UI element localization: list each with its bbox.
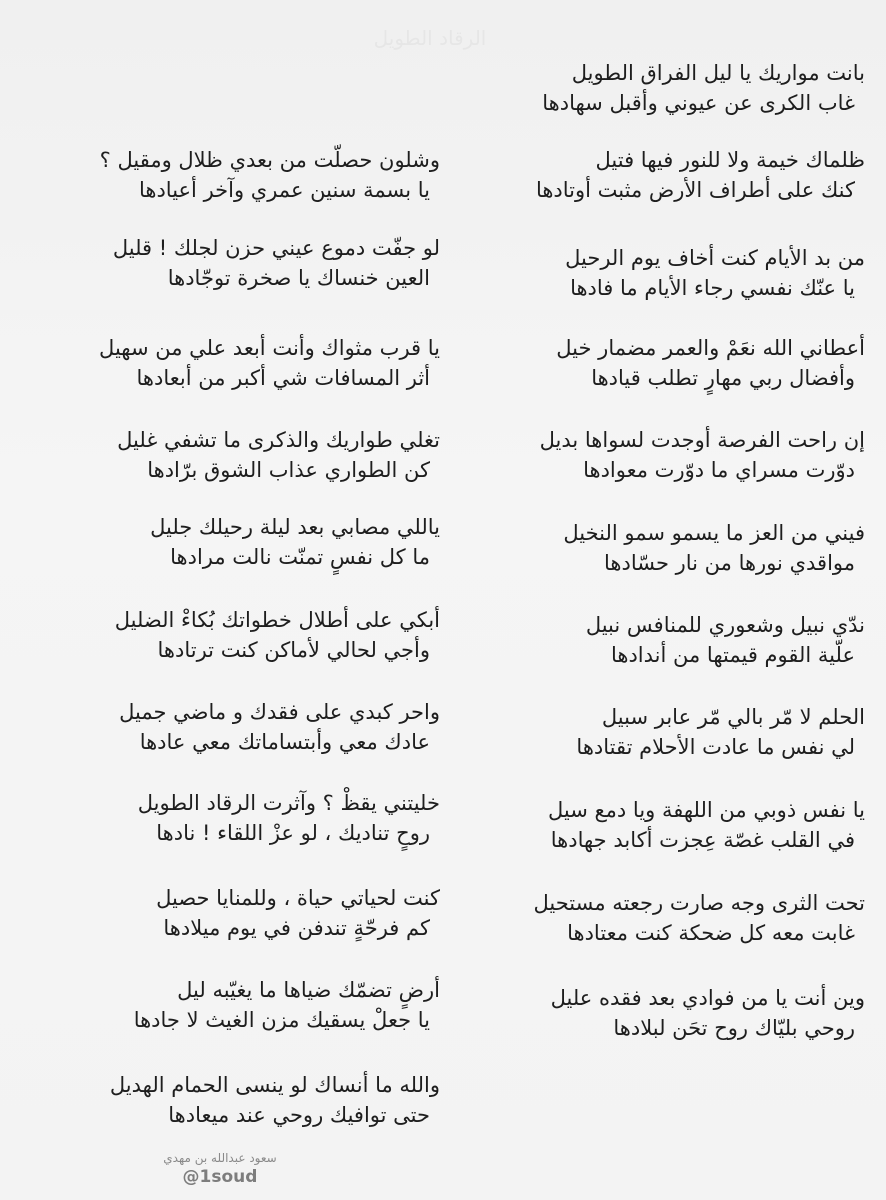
verse-line-1: أبكي على أطلال خطواتك بُكاءْ الضليل	[114, 608, 440, 632]
verse-line-2: أثر المسافات شي أكبر من أبعادها	[136, 366, 430, 390]
stanza	[455, 702, 865, 762]
verse-line-2: كم فرحّةٍ تندفن في يوم ميلادها	[163, 916, 430, 940]
stanza	[455, 243, 865, 303]
verse-line-2: يا بسمة سنين عمري وآخر أعيادها	[138, 178, 430, 202]
stanza	[20, 788, 440, 848]
stanza	[20, 697, 440, 757]
verse-line-2: روحٍ تناديك ، لو عزْ اللقاء ! نادها	[156, 821, 430, 845]
verse-line-1: كنت لحياتي حياة ، وللمنايا حصيل	[156, 886, 440, 910]
verse-line-1: الحلم لا مّر بالي مّر عابر سبيل	[601, 705, 865, 729]
verse-line-2: كنك على أطراف الأرض مثبت أوتادها	[535, 178, 855, 202]
stanza	[20, 1070, 440, 1130]
author-name: سعود عبدالله بن مهدي	[163, 1151, 277, 1165]
stanza	[455, 795, 865, 855]
verse-line-2: ما كل نفسٍ تمنّت نالت مرادها	[170, 545, 430, 569]
verse-line-2: يا عنّك نفسي رجاء الأيام ما فادها	[570, 276, 855, 300]
verse-line-2: وأفضال ربي مهارٍ تطلب قيادها	[591, 366, 855, 390]
verse-line-1: إن راحت الفرصة أوجدت لسواها بديل	[539, 428, 865, 452]
verse-line-1: ندّي نبيل وشعوري للمنافس نبيل	[585, 613, 865, 637]
verse-line-2: العين خنساك يا صخرة توجّادها	[167, 266, 430, 290]
stanza	[20, 975, 440, 1035]
stanza	[455, 58, 865, 118]
verse-line-2: روحي بليّاك روح تحَن لبلادها	[613, 1016, 855, 1040]
verse-line-2: يا جعلْ يسقيك مزن الغيث لا جادها	[133, 1008, 430, 1032]
verse-line-2: عادك معي وأبتساماتك معي عادها	[139, 730, 430, 754]
verse-line-1: واحر كبدي على فقدك و ماضي جميل	[119, 700, 440, 724]
signature	[120, 1150, 320, 1188]
verse-line-1: بانت مواريك يا ليل الفراق الطويل	[571, 61, 865, 85]
title-watermark: الرقاد الطويل	[373, 26, 487, 50]
stanza	[455, 518, 865, 578]
verse-line-1: تغلي طواريك والذكرى ما تشفي غليل	[117, 428, 440, 452]
verse-line-1: يا قرب مثواك وأنت أبعد علي من سهيل	[99, 336, 440, 360]
stanza	[20, 145, 440, 205]
stanza	[20, 605, 440, 665]
verse-line-1: وشلون حصلّت من بعدي ظلال ومقيل ؟	[99, 148, 440, 172]
stanza	[455, 888, 865, 948]
verse-line-1: وين أنت يا من فوادي بعد فقده عليل	[550, 986, 865, 1010]
verse-line-1: أرضٍ تضمّك ضياها ما يغيّبه ليل	[177, 978, 440, 1002]
verse-line-2: مواقدي نورها من نار حسّادها	[604, 551, 855, 575]
stanza	[20, 883, 440, 943]
verse-line-1: لو جفّت دموع عيني حزن لجلك ! قليل	[112, 236, 440, 260]
verse-line-2: غابت معه كل ضحكة كنت معتادها	[567, 921, 855, 945]
verse-line-1: ظلماك خيمة ولا للنور فيها فتيل	[595, 148, 865, 172]
verse-line-2: وأجي لحالي لأماكن كنت ترتادها	[157, 638, 430, 662]
verse-line-1: تحت الثرى وجه صارت رجعته مستحيل	[533, 891, 865, 915]
verse-line-1: يا نفس ذوبي من اللهفة ويا دمع سيل	[547, 798, 865, 822]
stanza	[20, 233, 440, 293]
verse-line-2: لي نفس ما عادت الأحلام تقتادها	[576, 735, 855, 759]
verse-line-1: خليتني يقظْ ؟ وآثرت الرقاد الطويل	[137, 791, 440, 815]
author-handle: @1soud	[182, 1167, 258, 1187]
stanza	[20, 512, 440, 572]
stanza	[455, 983, 865, 1043]
verse-line-1: من بد الأيام كنت أخاف يوم الرحيل	[565, 246, 865, 270]
stanza	[20, 425, 440, 485]
verse-line-2: في القلب غصّة عِجزت أكابد جهادها	[550, 828, 855, 852]
stanza	[455, 425, 865, 485]
verse-line-1: أعطاني الله نعَمْ والعمر مضمار خيل	[556, 336, 865, 360]
verse-line-1: والله ما أنساك لو ينسى الحمام الهديل	[109, 1073, 440, 1097]
stanza	[455, 145, 865, 205]
verse-line-2: حتى توافيك روحي عند ميعادها	[168, 1103, 430, 1127]
verse-line-2: علّية القوم قيمتها من أندادها	[610, 643, 855, 667]
verse-line-2: غاب الكرى عن عيوني وأقبل سهادها	[542, 91, 855, 115]
verse-line-1: فيني من العز ما يسمو سمو النخيل	[563, 521, 865, 545]
stanza	[455, 333, 865, 393]
stanza	[455, 610, 865, 670]
verse-line-1: ياللي مصابي بعد ليلة رحيلك جليل	[150, 515, 440, 539]
verse-line-2: كن الطواري عذاب الشوق برّادها	[147, 458, 430, 482]
stanza	[20, 333, 440, 393]
verse-line-2: دوّرت مسراي ما دوّرت معوادها	[583, 458, 855, 482]
